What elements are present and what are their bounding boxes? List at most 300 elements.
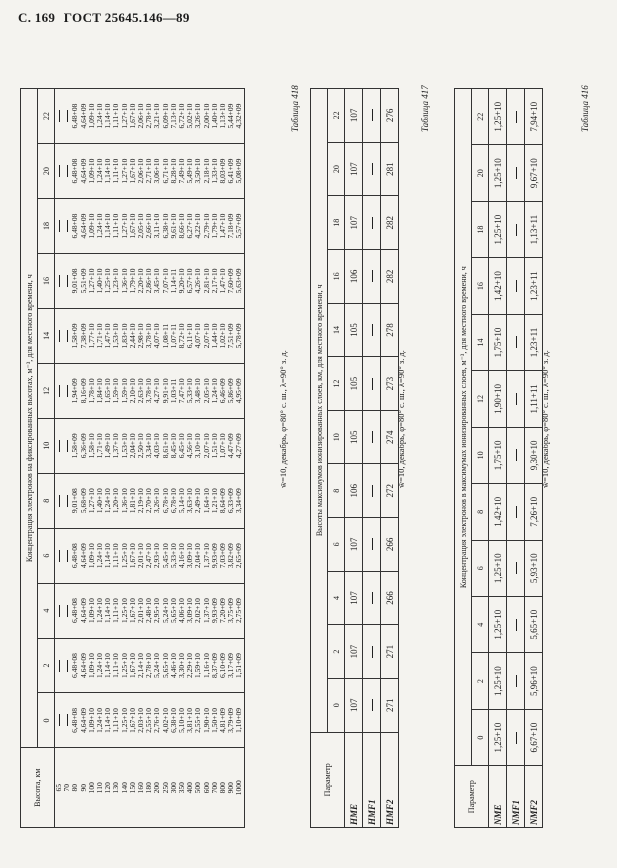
value-cell: 4,27+10 xyxy=(152,378,162,404)
value-cell: 273 xyxy=(381,357,399,411)
value-cell: 4,56+10 xyxy=(185,433,195,459)
value-cell: 1,58+09 xyxy=(70,433,80,459)
dash-mark xyxy=(516,732,517,744)
value-cell: 5,33+10 xyxy=(168,543,178,569)
value-cell: 2,81+10 xyxy=(201,268,211,294)
dash-mark xyxy=(67,330,68,342)
height-value: 130 xyxy=(111,782,121,794)
value-cell: 9,01+08 xyxy=(70,268,80,294)
value-cell: 6,48+08 xyxy=(70,213,80,239)
hour-header: 18 xyxy=(38,199,55,254)
value-cell: 6,10+09 xyxy=(218,653,228,678)
table-row xyxy=(345,89,363,828)
value-cell: 3,21+10 xyxy=(152,103,162,129)
value-cell: 1,27+10 xyxy=(86,268,96,294)
value-cell: 271 xyxy=(381,678,399,732)
value-cell: 4,07+10 xyxy=(152,323,162,349)
height-value: 120 xyxy=(103,782,113,794)
value-cell: 5,33+10 xyxy=(185,378,195,404)
value-cell: 1,37+10 xyxy=(201,543,211,569)
value-column xyxy=(55,199,245,254)
value-cell: 5,65+10 xyxy=(160,653,170,678)
value-cell: 1,23+11 xyxy=(525,314,543,370)
value-cell: 2,14+10 xyxy=(136,653,146,678)
value-cell: 4,22+10 xyxy=(193,213,203,239)
standard-code: ГОСТ 25645.146—89 xyxy=(63,10,190,25)
dash-mark xyxy=(516,562,517,574)
hour-header: 14 xyxy=(328,303,345,357)
hour-header: 2 xyxy=(38,638,55,693)
value-cell: 7,94+10 xyxy=(525,89,543,145)
value-cell: 3,06+10 xyxy=(152,158,162,184)
table-row xyxy=(507,89,525,828)
value-cell: 2,75+09 xyxy=(234,598,244,624)
value-cell: 1,25+10 xyxy=(103,268,113,294)
value-cell xyxy=(55,366,63,416)
value-cell xyxy=(507,653,525,709)
value-cell xyxy=(55,311,63,361)
value-cell: 1,42+10 xyxy=(489,484,507,540)
dash-mark xyxy=(59,714,60,726)
value-cell: 2,05+10 xyxy=(201,378,211,404)
value-cell: 5,68+09 xyxy=(78,488,88,514)
value-cell xyxy=(55,476,63,526)
value-cell: 1,27+10 xyxy=(86,488,96,514)
value-cell: 4,64+09 xyxy=(78,708,88,733)
value-cell: 1,25+10 xyxy=(489,145,507,201)
value-cell: 8,28+10 xyxy=(168,158,178,184)
value-cell: 3,09+10 xyxy=(185,543,195,569)
height-value: 70 xyxy=(62,783,72,792)
value-cell: 2,71+10 xyxy=(144,158,154,184)
value-cell: 1,71+10 xyxy=(95,323,105,349)
value-cell: 107 xyxy=(345,518,363,572)
value-cell: 7,18+09 xyxy=(226,213,236,239)
value-cell: 1,25+10 xyxy=(119,543,129,569)
value-cell: 1,14+10 xyxy=(103,653,113,678)
table-row xyxy=(381,89,399,828)
value-cell xyxy=(363,678,381,732)
value-cell: 5,86+09 xyxy=(226,378,236,404)
value-cell: 1,75+10 xyxy=(489,427,507,483)
value-cell xyxy=(507,427,525,483)
value-cell: 2,55+10 xyxy=(193,708,203,733)
value-cell xyxy=(507,371,525,427)
value-cell: 1,84+10 xyxy=(95,378,105,404)
value-cell: 1,25+10 xyxy=(489,89,507,145)
value-cell: 2,76+10 xyxy=(152,708,162,733)
dash-mark xyxy=(372,699,373,711)
dash-mark xyxy=(59,605,60,617)
value-cell: 1,67+10 xyxy=(127,598,137,624)
height-header: Высота, км xyxy=(21,748,55,828)
value-cell: 2,02+10 xyxy=(193,598,203,624)
value-cell: 1,09+10 xyxy=(86,708,96,733)
value-cell xyxy=(55,695,63,745)
value-cell: 1,24+10 xyxy=(95,598,105,624)
value-cell: 1,14+10 xyxy=(103,543,113,569)
dash-mark xyxy=(372,538,373,550)
value-cell: 1,11+11 xyxy=(525,371,543,427)
value-cell: 2,29+10 xyxy=(185,653,195,678)
value-cell: 1,90+10 xyxy=(489,371,507,427)
value-cell: 1,42+10 xyxy=(489,258,507,314)
value-cell: 1,47+10 xyxy=(103,323,113,349)
dash-mark xyxy=(59,385,60,397)
value-cell: 1,27+10 xyxy=(119,103,129,129)
value-cell: 6,38+10 xyxy=(168,708,178,733)
value-cell: 2,00+10 xyxy=(201,103,211,129)
value-cell: 274 xyxy=(381,410,399,464)
value-cell: 8,37+09 xyxy=(209,653,219,678)
hour-header: 6 xyxy=(472,540,489,596)
hour-header: 14 xyxy=(472,314,489,370)
page-header xyxy=(18,10,195,26)
value-cell: 1,59+10 xyxy=(119,378,129,404)
value-column xyxy=(55,583,245,638)
value-cell: 9,20+10 xyxy=(177,268,187,294)
value-cell: 266 xyxy=(381,518,399,572)
dash-mark xyxy=(516,449,517,461)
value-cell: 106 xyxy=(345,250,363,304)
value-cell: 2,49+10 xyxy=(193,488,203,514)
dash-mark xyxy=(67,605,68,617)
value-cell: 6,48+08 xyxy=(70,103,80,129)
hour-header: 22 xyxy=(472,89,489,145)
hour-header: 0 xyxy=(38,693,55,748)
value-cell: 1,10+09 xyxy=(234,708,244,733)
value-cell xyxy=(507,145,525,201)
value-cell: 1,67+10 xyxy=(127,213,137,239)
value-cell: 107 xyxy=(345,625,363,679)
value-cell: 1,47+10 xyxy=(218,268,228,294)
hour-header: 6 xyxy=(328,518,345,572)
table-417 xyxy=(310,88,399,828)
value-cell: 1,75+10 xyxy=(489,314,507,370)
hour-header: 8 xyxy=(38,473,55,528)
dash-mark xyxy=(59,495,60,507)
dash-mark xyxy=(516,393,517,405)
value-cell: 1,67+10 xyxy=(127,103,137,129)
hour-header: 20 xyxy=(328,142,345,196)
hour-header: 4 xyxy=(38,583,55,638)
value-cell xyxy=(55,586,63,636)
value-cell: 6,48+08 xyxy=(70,653,80,678)
hour-header: 0 xyxy=(328,678,345,732)
value-cell: 6,48+08 xyxy=(70,543,80,569)
value-cell: 1,67+10 xyxy=(127,543,137,569)
value-cell: 2,01+10 xyxy=(136,598,146,624)
value-cell: 3,79+09 xyxy=(226,708,236,733)
value-cell: 5,57+09 xyxy=(234,213,244,239)
value-cell: 4,47+09 xyxy=(226,433,236,459)
height-value: 160 xyxy=(136,782,146,794)
value-cell: 9,30+10 xyxy=(525,427,543,483)
value-cell: 1,40+10 xyxy=(95,488,105,514)
value-cell: 6,33+09 xyxy=(226,488,236,514)
value-column xyxy=(55,363,245,418)
value-cell: 266 xyxy=(381,571,399,625)
value-cell: 3,78+10 xyxy=(144,378,154,404)
dash-mark xyxy=(372,217,373,229)
hour-header: 20 xyxy=(38,144,55,199)
dash-mark xyxy=(67,220,68,232)
hour-header: 22 xyxy=(38,89,55,144)
value-cell xyxy=(507,314,525,370)
value-cell: 1,40+10 xyxy=(209,103,219,129)
value-cell: 5,78+09 xyxy=(234,323,244,349)
value-cell: 6,57+10 xyxy=(185,268,195,294)
dash-mark xyxy=(59,165,60,177)
value-cell: 6,41+09 xyxy=(226,158,236,184)
value-cell: 1,16+10 xyxy=(201,653,211,678)
value-cell: 2,93+10 xyxy=(152,543,162,569)
value-column xyxy=(55,693,245,748)
value-cell: 5,93+10 xyxy=(525,540,543,596)
value-cell: 2,17+10 xyxy=(209,268,219,294)
value-cell xyxy=(363,518,381,572)
value-cell: 276 xyxy=(381,89,399,143)
param-name: NMF1 xyxy=(507,766,525,828)
value-cell: 4,64+09 xyxy=(78,653,88,678)
value-cell: 2,70+10 xyxy=(144,488,154,514)
value-cell: 4,07+10 xyxy=(193,323,203,349)
height-value: 700 xyxy=(209,782,219,794)
value-cell: 6,78+10 xyxy=(160,488,170,514)
dash-mark xyxy=(372,592,373,604)
value-cell: 1,11+10 xyxy=(111,653,121,678)
value-cell: 3,45+10 xyxy=(152,268,162,294)
value-cell: 5,65+10 xyxy=(168,598,178,624)
dash-mark xyxy=(67,660,68,672)
value-cell: 272 xyxy=(381,464,399,518)
value-cell: 2,05+10 xyxy=(136,213,146,239)
value-cell: 2,10+10 xyxy=(127,378,137,404)
value-cell: 107 xyxy=(345,142,363,196)
value-cell: 6,27+10 xyxy=(185,213,195,239)
dash-mark xyxy=(516,619,517,631)
value-cell xyxy=(55,641,63,691)
dash-mark xyxy=(372,270,373,282)
dash-mark xyxy=(67,440,68,452)
table-417-title: w̄=10, декабрь, φ=80° с. ш., λ=90° з. д. xyxy=(396,350,406,488)
value-cell: 8,03+09 xyxy=(218,158,228,184)
value-cell: 1,09+10 xyxy=(86,103,96,129)
value-cell: 5,65+10 xyxy=(525,596,543,652)
value-cell xyxy=(55,146,63,196)
value-cell: 1,03+11 xyxy=(168,378,178,404)
value-cell: 4,26+10 xyxy=(193,268,203,294)
value-cell: 5,14+10 xyxy=(177,488,187,514)
value-cell: 1,13+10 xyxy=(218,103,228,129)
value-cell: 1,25+10 xyxy=(489,201,507,257)
value-cell: 6,11+10 xyxy=(185,323,195,349)
value-cell: 1,51+10 xyxy=(209,433,219,459)
value-cell: 2,48+10 xyxy=(144,598,154,624)
value-cell xyxy=(363,571,381,625)
hour-header: 20 xyxy=(472,145,489,201)
value-cell: 6,36+09 xyxy=(78,433,88,459)
value-cell: 4,02+10 xyxy=(160,708,170,733)
value-cell: 282 xyxy=(381,196,399,250)
value-column xyxy=(55,473,245,528)
value-cell: 1,49+10 xyxy=(103,433,113,459)
value-cell: 1,53+10 xyxy=(119,433,129,459)
value-cell: 271 xyxy=(381,625,399,679)
value-cell: 1,37+10 xyxy=(111,433,121,459)
value-cell: 5,63+09 xyxy=(234,268,244,294)
value-cell: 1,07+10 xyxy=(218,433,228,459)
value-cell: 1,08+11 xyxy=(160,323,170,349)
value-cell: 9,93+09 xyxy=(209,598,219,624)
value-cell: 2,78+10 xyxy=(144,653,154,678)
value-cell xyxy=(363,89,381,143)
value-cell: 1,53+10 xyxy=(111,323,121,349)
value-cell: 1,09+10 xyxy=(86,158,96,184)
page-number: С. 169 xyxy=(18,10,56,25)
value-cell: 1,24+10 xyxy=(103,488,113,514)
value-cell xyxy=(55,531,63,581)
value-cell: 1,79+10 xyxy=(209,213,219,239)
height-value: 110 xyxy=(95,782,105,794)
hour-header: 4 xyxy=(472,596,489,652)
dash-mark xyxy=(59,330,60,342)
value-cell: 3,63+10 xyxy=(185,488,195,514)
dash-mark xyxy=(516,280,517,292)
value-cell xyxy=(363,196,381,250)
value-cell: 8,16+09 xyxy=(78,378,88,404)
value-cell: 1,24+10 xyxy=(95,213,105,239)
table-418 xyxy=(20,88,245,828)
value-cell xyxy=(507,484,525,540)
hour-header: 10 xyxy=(328,410,345,464)
value-cell: 1,59+10 xyxy=(111,378,121,404)
height-value: 100 xyxy=(86,782,96,794)
value-cell: 1,24+10 xyxy=(95,653,105,678)
value-cell: 4,81+09 xyxy=(218,708,228,733)
value-cell: 2,79+10 xyxy=(201,213,211,239)
value-cell: 3,26+10 xyxy=(152,488,162,514)
value-cell: 6,48+08 xyxy=(70,708,80,733)
dash-mark xyxy=(516,111,517,123)
value-cell: 1,67+10 xyxy=(127,653,137,678)
value-cell: 3,34+10 xyxy=(144,433,154,459)
value-cell: 1,11+10 xyxy=(111,598,121,623)
height-value: 180 xyxy=(144,782,154,794)
value-cell: 1,59+10 xyxy=(193,653,203,678)
value-cell: 5,45+10 xyxy=(160,543,170,569)
dash-mark xyxy=(516,506,517,518)
hour-header: 4 xyxy=(328,571,345,625)
value-column xyxy=(55,144,245,199)
hour-header: 2 xyxy=(472,653,489,709)
table-row xyxy=(489,89,507,828)
value-cell: 2,07+10 xyxy=(201,433,211,459)
value-cell: 1,51+09 xyxy=(234,653,244,678)
hour-header: 10 xyxy=(38,418,55,473)
param-name: HME xyxy=(345,732,363,827)
value-cell: 8,72+10 xyxy=(177,323,187,349)
hour-header: 10 xyxy=(472,427,489,483)
value-cell: 9,67+10 xyxy=(525,145,543,201)
value-cell xyxy=(507,201,525,257)
value-cell: 1,58+10 xyxy=(86,433,96,459)
table-418-label: Таблица 418 xyxy=(290,85,300,132)
param-name: NME xyxy=(489,766,507,828)
value-cell: 1,78+10 xyxy=(86,378,96,404)
value-cell: 4,64+09 xyxy=(78,103,88,129)
value-cell: 7,26+10 xyxy=(525,484,543,540)
value-cell: 4,16+10 xyxy=(177,543,187,569)
value-cell: 3,17+09 xyxy=(226,653,236,678)
dash-mark xyxy=(59,440,60,452)
value-cell: 105 xyxy=(345,303,363,357)
dash-mark xyxy=(67,110,68,122)
value-cell: 3,11+10 xyxy=(152,213,162,239)
value-cell: 1,11+10 xyxy=(111,543,121,568)
value-cell: 1,36+10 xyxy=(119,488,129,514)
value-cell: 1,25+10 xyxy=(119,653,129,678)
value-cell: 1,23+10 xyxy=(111,268,121,294)
value-cell: 2,06+10 xyxy=(136,158,146,184)
value-cell: 1,81+10 xyxy=(127,488,137,514)
value-cell xyxy=(363,142,381,196)
value-cell: 107 xyxy=(345,89,363,143)
value-cell xyxy=(55,421,63,471)
value-cell: 2,86+10 xyxy=(144,268,154,294)
dash-mark xyxy=(67,275,68,287)
value-cell: 1,67+10 xyxy=(127,708,137,733)
height-value: 90 xyxy=(78,783,88,792)
value-cell xyxy=(363,410,381,464)
value-cell: 5,10+10 xyxy=(177,708,187,733)
value-cell: 3,82+09 xyxy=(226,543,236,569)
value-cell: 7,49+10 xyxy=(177,158,187,184)
hour-header: 2 xyxy=(328,625,345,679)
value-cell: 3,26+10 xyxy=(193,103,203,129)
value-cell: 1,14+10 xyxy=(103,103,113,129)
value-cell: 7,03+09 xyxy=(218,543,228,569)
dash-mark xyxy=(372,431,373,443)
dash-mark xyxy=(516,675,517,687)
value-cell: 1,13+11 xyxy=(525,201,543,257)
value-cell: 1,58+09 xyxy=(70,323,80,349)
hour-header: 12 xyxy=(472,371,489,427)
value-cell: 107 xyxy=(345,196,363,250)
value-cell: 4,06+10 xyxy=(177,598,187,624)
value-column xyxy=(55,89,245,144)
value-cell: 4,95+09 xyxy=(234,378,244,404)
param-name: HMF1 xyxy=(363,732,381,827)
value-cell: 2,44+10 xyxy=(127,323,137,349)
height-value: 350 xyxy=(177,782,187,794)
dash-mark xyxy=(372,163,373,175)
hour-header: 0 xyxy=(472,709,489,765)
value-cell: 3,34+09 xyxy=(234,488,244,514)
value-cell: 6,48+08 xyxy=(70,598,80,624)
value-column xyxy=(55,418,245,473)
value-cell: 4,64+09 xyxy=(78,213,88,239)
value-cell: 6,67+10 xyxy=(525,709,543,765)
value-cell xyxy=(507,258,525,314)
value-cell: 2,66+10 xyxy=(144,213,154,239)
height-column xyxy=(55,748,245,828)
value-cell: 9,01+08 xyxy=(70,488,80,514)
table-row xyxy=(363,89,381,828)
value-cell: 2,50+10 xyxy=(136,433,146,459)
value-cell: 1,11+10 xyxy=(111,103,121,129)
dash-mark xyxy=(516,224,517,236)
